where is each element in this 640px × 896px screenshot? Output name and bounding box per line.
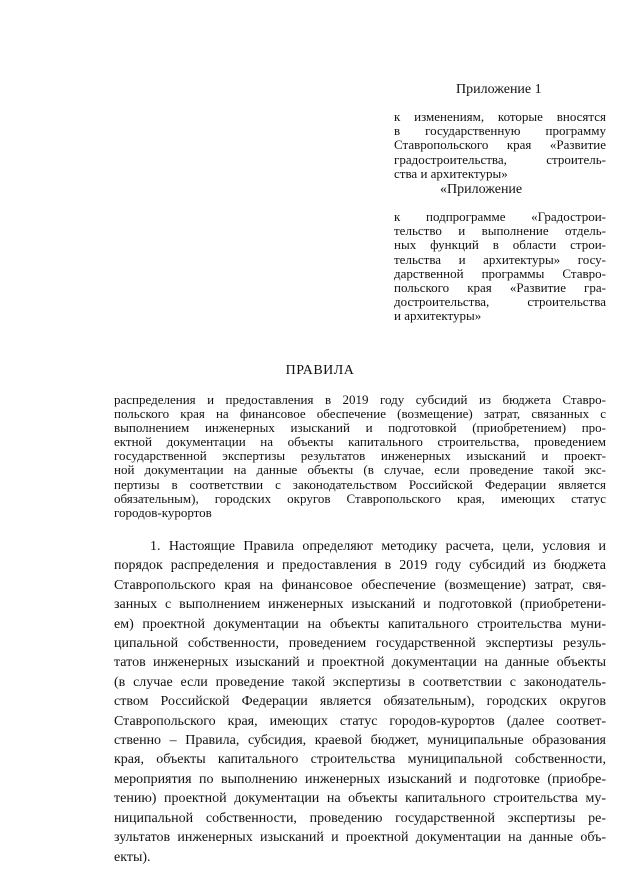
subappendix-line: польского края «Развитие гра- (394, 280, 606, 296)
appendix-line: ства и архитектуры» (394, 165, 508, 181)
rules-subtitle-line: ектной документации на объекты капитального строительства, проведением (114, 434, 606, 450)
subappendix-description (394, 210, 606, 324)
paragraph-line: Ставропольского края на финансовое обеспечение (возмещение) затрат, свя- (114, 577, 606, 593)
paragraph-line: екты). (114, 849, 151, 865)
paragraph-line: ем) проектной документации на объекты капитального строительства муни- (114, 616, 606, 632)
paragraph-line: порядок распределения и предоставления в 2019 году субсидий из бюджета (114, 558, 606, 574)
subappendix-line: к подпрограмме «Градострои- (394, 209, 606, 224)
paragraph-line: татов инженерных изысканий и проектной документации на данные объекты (114, 655, 606, 671)
rules-subtitle-line: обязательным), городских округов Ставропольского края, имеющих статус (114, 490, 606, 506)
paragraph-line: зультатов инженерных изысканий и проектной документации на данные объ- (114, 830, 606, 846)
paragraph-line: занных с выполнением инженерных изысканий и подготовкой (приобретени- (114, 597, 606, 613)
paragraph-line: 1. Настоящие Правила определяют методику расчета, цели, условия и (150, 539, 606, 554)
rules-subtitle-line: городов-курортов (114, 504, 212, 520)
rules-subtitle-line: ной документации на данные объекты (в случае, если проведение такой экс- (114, 462, 606, 478)
subappendix-title: «Приложение (440, 182, 523, 197)
appendix-line: градостроительства, строитель- (394, 151, 606, 167)
rules-heading: ПРАВИЛА (285, 363, 355, 378)
appendix-line: к изменениям, которые вносятся (394, 109, 606, 124)
paragraph-line: ственно – Правила, субсидия, краевой бюджет, муниципальные образования (114, 733, 606, 749)
appendix-title: Приложение 1 (456, 82, 542, 97)
appendix-line: в государственную программу (394, 123, 606, 139)
paragraph-line: тению) проектной документации на объекты капитального строительства му- (114, 791, 606, 807)
paragraph-line: Ставропольского края, имеющих статус городов-курортов (далее соответ- (114, 713, 606, 729)
paragraph-line: мероприятия по выполнению инженерных изысканий и подготовке (приобре- (114, 771, 606, 787)
subappendix-line: тельства и архитектуры» госу- (394, 251, 606, 267)
subappendix-line: дарственной программы Ставро- (394, 265, 606, 281)
paragraph-line: (в случае если проведение такой экспертизы в соответствии с законодатель- (114, 674, 606, 690)
paragraph-line: ниципальной собственности, проведению государственной экспертизы ре- (114, 810, 606, 826)
paragraph-line: ципальной собственности, проведением государственной экспертизы резуль- (114, 636, 606, 652)
appendix-description (394, 110, 606, 181)
subappendix-line: и архитектуры» (394, 308, 482, 324)
rules-subtitle-line: польского края на финансовое обеспечение (возмещение) затрат, связанных с (114, 406, 606, 422)
subappendix-line: тельство и выполнение отдель- (394, 223, 606, 239)
rules-subtitle-line: распределения и предоставления в 2019 году субсидий из бюджета Ставро- (114, 392, 606, 407)
paragraph-line: ством Российской Федерации является обязательным), городских округов (114, 694, 606, 710)
rules-subtitle-line: государственной экспертизы результатов инженерных изысканий и проект- (114, 448, 606, 464)
rules-subtitle-line: пертизы в соответствии с законодательством Российской Федерации является (114, 476, 606, 492)
appendix-line: Ставропольского края «Развитие (394, 137, 606, 153)
rules-subtitle (114, 393, 606, 520)
rules-subtitle-line: выполнением инженерных изысканий и подготовкой (приобретением) про- (114, 420, 606, 436)
paragraph-line: края, объекты капитального строительства муниципальной собственности, (114, 752, 606, 768)
paragraph-1 (114, 537, 606, 867)
subappendix-line: достроительства, строительства (394, 294, 606, 310)
subappendix-line: ных функций в области строи- (394, 237, 606, 253)
